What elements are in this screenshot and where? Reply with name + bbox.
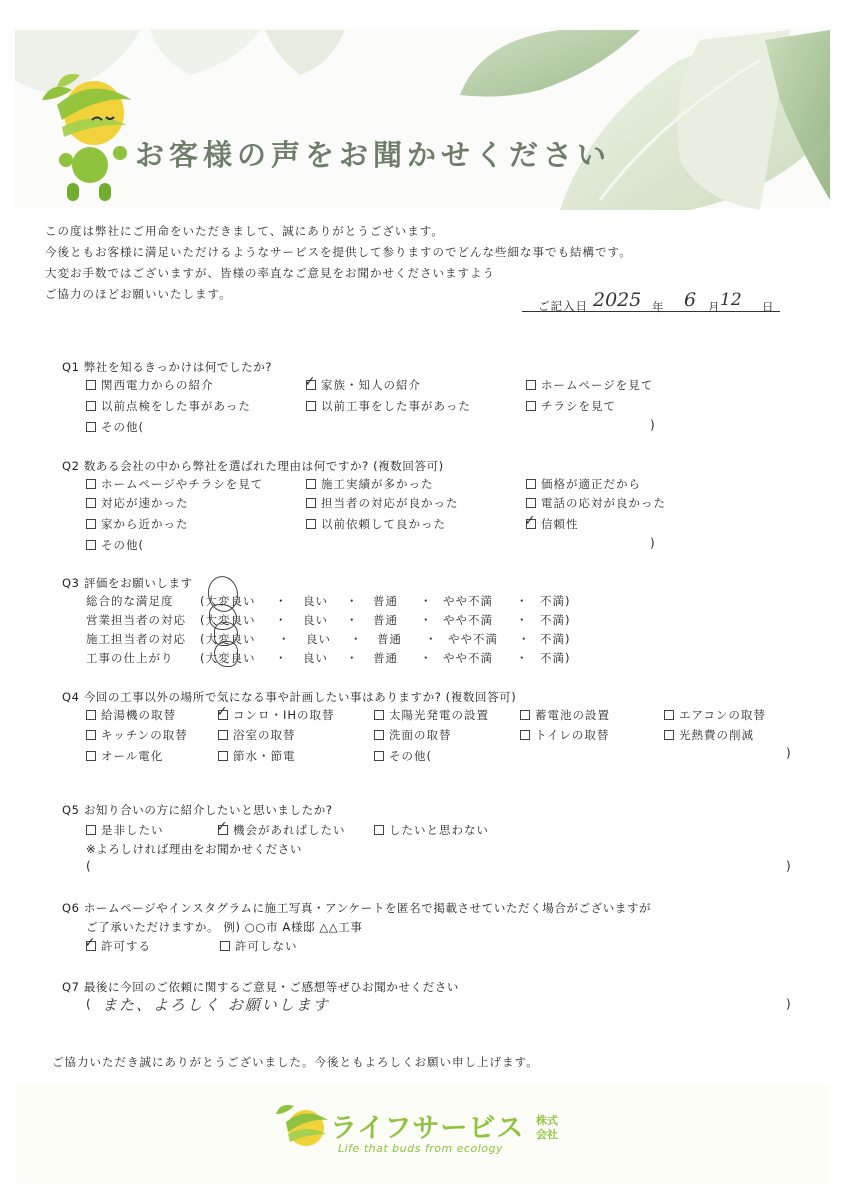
q4-option[interactable]: 洗面の取替 [374, 727, 452, 743]
checkbox[interactable] [218, 751, 228, 761]
rating-sep: ・ [346, 594, 359, 608]
q7-answer[interactable]: また、よろしく お願いします [102, 996, 330, 1014]
rating-option[interactable]: (大変良い [200, 632, 256, 646]
q5-option[interactable]: したいと思わない [374, 822, 489, 838]
q5-open: ( [86, 859, 91, 873]
rating-option[interactable]: 良い [303, 651, 328, 665]
rating-option[interactable]: 不満) [540, 594, 571, 608]
q4-option[interactable]: 光熱費の削減 [664, 727, 754, 743]
q2-option[interactable]: 家から近かった [86, 516, 189, 532]
rating-sep: ・ [275, 613, 288, 627]
rating-option[interactable]: やや不満 [443, 651, 493, 665]
q2-option[interactable]: ホームページやチラシを見て [86, 476, 263, 492]
checkbox[interactable] [86, 730, 96, 740]
intro-line-4: ご協力のほどお願いいたします。 [45, 287, 232, 301]
rating-option[interactable]: 不満) [540, 613, 571, 627]
q1-close: ) [650, 418, 655, 432]
q7-open: ( [86, 997, 91, 1011]
checkbox[interactable] [86, 498, 96, 508]
q6-question: Q6 ホームページやインスタグラムに施工写真・アンケートを匿名で掲載させていただく場合がございますが [62, 901, 652, 915]
rating-option[interactable]: 普通 [373, 594, 398, 608]
checkbox[interactable]: ✓ [524, 512, 537, 529]
rating-sep: ・ [346, 651, 359, 665]
q5-question: Q5 お知り合いの方に紹介したいと思いましたか? [62, 803, 333, 817]
q2-option[interactable]: 対応が速かった [86, 495, 189, 511]
q3-row-label: 工事の仕上がり [86, 651, 174, 665]
q2-option[interactable]: 以前依頼して良かった [306, 516, 446, 532]
q4-question: Q4 今回の工事以外の場所で気になる事や計画したい事はありますか? (複数回答可) [62, 690, 517, 704]
q4-close: ) [786, 746, 791, 760]
q1-option[interactable]: ホームページを見て [526, 377, 653, 393]
mascot [32, 65, 140, 205]
checkbox[interactable] [86, 479, 96, 489]
q1-option[interactable]: チラシを見て [526, 398, 616, 414]
rating-sep: ・ [346, 613, 359, 627]
q4-option[interactable]: トイレの取替 [520, 727, 609, 743]
q2-option[interactable]: 担当者の対応が良かった [306, 495, 459, 511]
checkbox[interactable]: ✓ [216, 818, 229, 835]
rating-option[interactable]: やや不満 [443, 594, 493, 608]
q2-option[interactable]: その他( [86, 537, 144, 553]
footer-thanks: ご協力いただき誠にありがとうございました。今後ともよろしくお願い申し上げます。 [52, 1055, 539, 1069]
intro-line-1: この度は弊社にご用命をいただきまして、誠にありがとうございます。 [45, 224, 444, 238]
checkbox[interactable] [664, 710, 674, 720]
rating-option[interactable]: やや不満 [443, 613, 493, 627]
q4-option[interactable]: 給湯機の取替 [86, 707, 176, 723]
rating-sep: ・ [275, 651, 288, 665]
rating-option[interactable]: (大変良い [200, 594, 256, 608]
q4-option[interactable]: その他( [374, 748, 432, 764]
rating-sep: ・ [420, 651, 433, 665]
rating-sep: ・ [516, 651, 529, 665]
rating-sep: ・ [420, 613, 433, 627]
checkbox[interactable] [306, 401, 316, 411]
checkbox[interactable] [86, 422, 96, 432]
q4-option[interactable]: 節水・節電 [218, 748, 296, 764]
rating-sep: ・ [350, 632, 363, 646]
q1-option[interactable]: その他( [86, 419, 144, 435]
date-day-unit: 日 [762, 300, 775, 314]
date-month-unit: 月 [708, 300, 721, 314]
rating-option[interactable]: (大変良い [200, 651, 256, 665]
checkbox[interactable]: ✓ [84, 934, 97, 951]
q1-question: Q1 弊社を知るきっかけは何でしたか? [62, 360, 273, 374]
checkbox[interactable] [86, 710, 96, 720]
q5-option[interactable]: ✓ 機会があればしたい [216, 818, 346, 837]
q4-option[interactable]: 浴室の取替 [218, 727, 296, 743]
q4-option[interactable]: 蓄電池の設置 [520, 707, 610, 723]
rating-sep: ・ [518, 632, 531, 646]
q3-row-label: 営業担当者の対応 [86, 613, 186, 627]
checkbox[interactable] [374, 751, 384, 761]
rating-sep: ・ [275, 594, 288, 608]
company-suffix-2: 会社 [536, 1128, 558, 1141]
checkbox[interactable] [520, 710, 530, 720]
checkbox[interactable] [86, 540, 96, 550]
rating-sep: ・ [516, 594, 529, 608]
checkbox[interactable] [664, 730, 674, 740]
date-day[interactable]: 12 [720, 290, 742, 310]
page-title: お客様の声をお聞かせください [135, 138, 612, 172]
checkbox[interactable] [218, 730, 228, 740]
q3-question: Q3 評価をお願いします [62, 576, 193, 590]
q7-question: Q7 最後に今回のご依頼に関するご意見・ご感想等ぜひお聞かせください [62, 980, 459, 994]
date-year-unit: 年 [652, 300, 665, 314]
rating-option[interactable]: 普通 [373, 613, 398, 627]
checkbox[interactable] [86, 380, 96, 390]
rating-option[interactable]: 良い [303, 613, 328, 627]
date-year[interactable]: 2025 [593, 289, 642, 311]
intro-line-2: 今後ともお客様に満足いただけるようなサービスを提供して参りますのでどんな些細な事でも結構です。 [45, 245, 632, 259]
rating-sep: ・ [516, 613, 529, 627]
q1-option[interactable]: ✓ 家族・知人の紹介 [304, 373, 421, 392]
checkbox[interactable] [220, 941, 230, 951]
checkbox[interactable] [306, 479, 316, 489]
date-label: ご記入日 [538, 299, 588, 313]
rating-selection-mark [214, 641, 238, 667]
rating-option[interactable]: やや不満 [448, 632, 498, 646]
checkbox[interactable] [526, 479, 536, 489]
q1-option[interactable]: 関西電力からの紹介 [86, 377, 214, 393]
rating-sep: ・ [420, 594, 433, 608]
q3-row-label: 総合的な満足度 [86, 594, 174, 608]
q6-question-2: ご了承いただけますか。 例) ○○市 A様邸 △△工事 [86, 920, 363, 934]
rating-option[interactable]: 不満) [540, 632, 571, 646]
checkbox[interactable] [520, 730, 530, 740]
rating-sep: ・ [425, 632, 438, 646]
q2-option[interactable]: 施工実績が多かった [306, 476, 434, 492]
checkbox[interactable] [86, 401, 96, 411]
checkbox[interactable] [526, 498, 536, 508]
q4-option[interactable]: エアコンの取替 [664, 707, 766, 723]
rating-option[interactable]: 普通 [377, 632, 402, 646]
q6-option[interactable]: 許可しない [220, 938, 298, 954]
q2-option[interactable]: ✓ 信頼性 [524, 512, 579, 531]
q7-close: ) [786, 997, 791, 1011]
company-suffix-1: 株式 [536, 1114, 558, 1127]
q5-option[interactable]: 是非したい [86, 822, 164, 838]
rating-option[interactable]: (大変良い [200, 613, 256, 627]
intro-line-3: 大変お手数ではございますが、皆様の率直なご意見をお聞かせくださいますよう [45, 266, 495, 280]
q4-option[interactable]: 太陽光発電の設置 [374, 707, 489, 723]
checkbox[interactable] [526, 401, 536, 411]
q4-option[interactable]: ✓ コンロ・IHの取替 [216, 703, 335, 722]
checkbox[interactable] [86, 751, 96, 761]
q2-option[interactable]: 価格が適正だから [526, 476, 641, 492]
q5-close: ) [786, 859, 791, 873]
checkbox[interactable] [374, 710, 384, 720]
company-tagline: Life that buds from ecology [338, 1142, 503, 1155]
q2-option[interactable]: 電話の応対が良かった [526, 495, 666, 511]
q2-close: ) [650, 536, 655, 550]
q1-option[interactable]: 以前工事をした事があった [306, 398, 471, 414]
company-name: ライフサービス [330, 1113, 525, 1144]
checkbox[interactable] [374, 730, 384, 740]
q4-option[interactable]: キッチンの取替 [86, 727, 188, 743]
q4-option[interactable]: オール電化 [86, 748, 163, 764]
q6-option[interactable]: ✓ 許可する [84, 934, 151, 953]
q2-question: Q2 数ある会社の中から弊社を選ばれた理由は何ですか? (複数回答可) [62, 459, 444, 473]
logo-mark [272, 1100, 330, 1150]
q3-row-label: 施工担当者の対応 [86, 632, 186, 646]
rating-sep: ・ [278, 632, 291, 646]
checkbox[interactable] [86, 825, 96, 835]
date-month[interactable]: 6 [684, 289, 697, 311]
checkbox[interactable] [306, 498, 316, 508]
rating-option[interactable]: 不満) [540, 651, 571, 665]
checkbox[interactable] [526, 380, 536, 390]
q1-option[interactable]: 以前点検をした事があった [86, 398, 251, 414]
q5-note: ※よろしければ理由をお聞かせください [86, 842, 302, 856]
rating-option[interactable]: 良い [306, 632, 331, 646]
checkbox[interactable] [306, 519, 316, 529]
checkbox[interactable] [86, 519, 96, 529]
checkbox[interactable]: ✓ [216, 703, 229, 720]
rating-option[interactable]: 普通 [373, 651, 398, 665]
checkbox[interactable] [374, 825, 384, 835]
checkbox[interactable]: ✓ [304, 373, 317, 390]
rating-option[interactable]: 良い [303, 594, 328, 608]
